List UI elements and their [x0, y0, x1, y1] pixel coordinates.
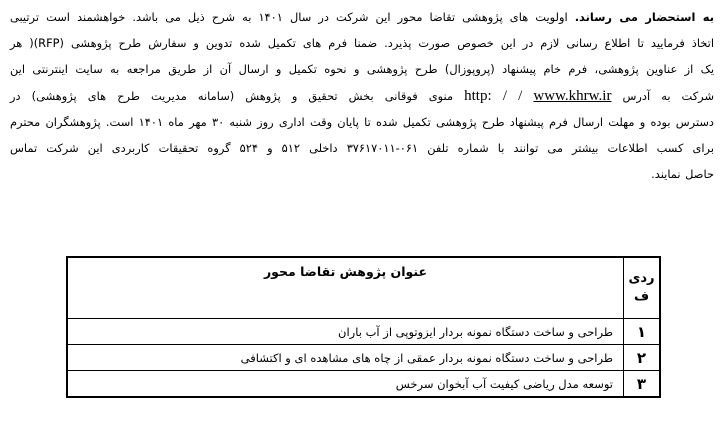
- paragraph-line-1-text: اولویت های پژوهشی تقاضا محور این شرکت در سال ۱۴۰۱ به شرح ذیل می باشد. خواهشمند است ترتیبی: [10, 10, 575, 24]
- announcement-paragraph: [10, 4, 714, 187]
- row-number-header-label: ردی ف: [628, 271, 655, 304]
- paragraph-line-4-start: شرکت به آدرس: [622, 88, 714, 103]
- table-header-row: [67, 257, 660, 319]
- opening-phrase: به استحضار می رساند.: [574, 10, 714, 24]
- paragraph-line-1: [10, 4, 714, 30]
- table-row: [67, 371, 660, 398]
- row-number: ۲: [624, 345, 661, 371]
- research-title: طراحی و ساخت دستگاه نمونه بردار عمقی از چاه های مشاهده ای و اکتشافی: [67, 345, 624, 371]
- research-topics-table: [66, 256, 661, 398]
- table-row: [67, 319, 660, 345]
- paragraph-line-6: برای کسب اطلاعات بیشتر می توانند با شماره تلفن ۰۶۱-۳۷۶۱۷۰۱۱ داخلی ۵۱۲ و ۵۲۴ گروه تحقیقات کاربردی این شرکت تماس: [10, 141, 714, 156]
- paragraph-line-4-end: منوی فوقانی بخش تحقیق و پژوهش (سامانه مدیریت طرح های پژوهشی) در: [10, 88, 454, 103]
- paragraph-line-3: یک از عناوین پژوهشی، فرم خام پیشنهاد (پروپوزال) طرح پژوهشی و نحوه تکمیل و ارسال آن از طریق مراجعه به سایت اینترنتی این: [10, 62, 714, 77]
- paragraph-line-4: [10, 83, 714, 109]
- paragraph-line-7: حاصل نمایند.: [651, 167, 714, 182]
- research-title: طراحی و ساخت دستگاه نمونه بردار ایزوتوپی از آب باران: [67, 319, 624, 345]
- http-prefix: http: / /: [464, 87, 523, 104]
- row-number-header: [624, 257, 661, 319]
- row-number: ۱: [624, 319, 661, 345]
- research-title: توسعه مدل ریاضی کیفیت آب آبخوان سرخس: [67, 371, 624, 398]
- row-number: ۳: [624, 371, 661, 398]
- table-row: [67, 345, 660, 371]
- paragraph-line-5: دسترس بوده و مهلت ارسال فرم پیشنهاد طرح پژوهشی تکمیل شده تا پایان وقت اداری روز شنبه ۳۰ مهر ماه ۱۴۰۱ است. پژوهشگران محترم: [10, 114, 715, 129]
- title-column-header: عنوان پژوهش تقاضا محور: [67, 257, 624, 319]
- website-link[interactable]: www.khrw.ir: [533, 87, 612, 104]
- paragraph-line-2: اتخاذ فرمایید تا اطلاع رسانی لازم در این خصوص صورت پذیرد. ضمنا فرم های تکمیل شده تدوین و سفارش طرح پژوهشی (RFP)( هر: [10, 36, 714, 51]
